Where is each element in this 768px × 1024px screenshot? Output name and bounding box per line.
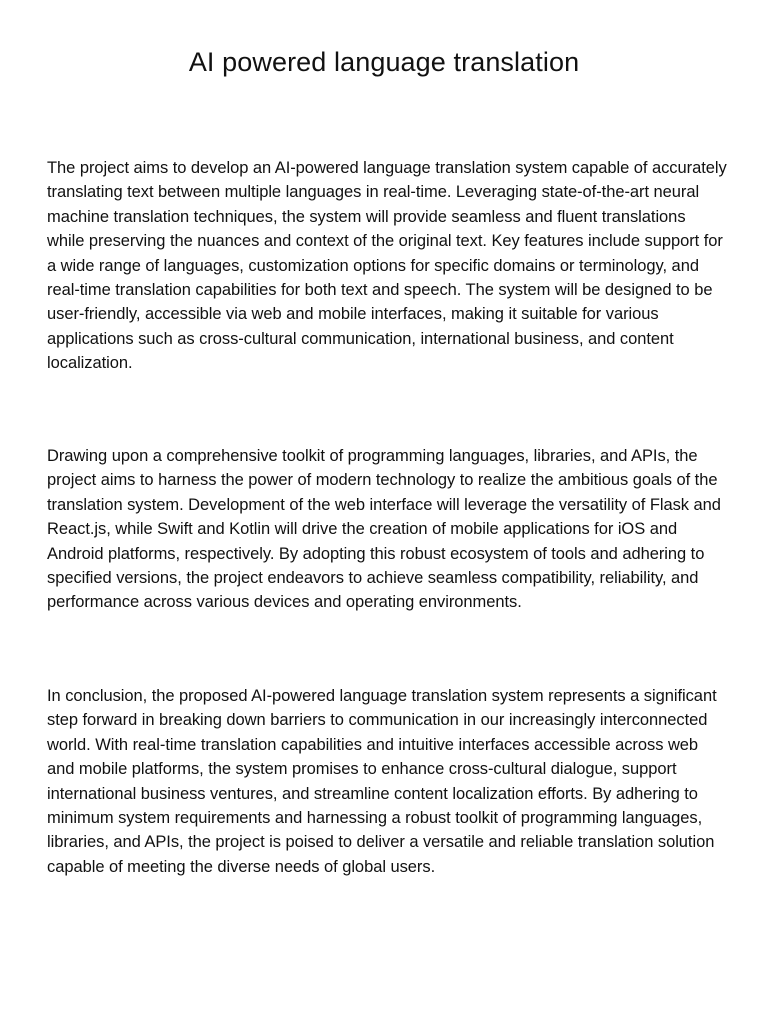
document-title: AI powered language translation — [188, 47, 580, 77]
paragraph-conclusion: In conclusion, the proposed AI-powered language translation system represents a significant step forward in breaking down barriers to communication in our increasingly interconnected world. With real-time translation capabilities and intuitive interfaces accessible across web and mobile platforms, the system promises to enhance cross-cultural dialogue, support international business ventures, and streamline content localization efforts. By adhering to minimum system requirements and harnessing a robust toolkit of programming languages, libraries, and APIs, the project is poised to deliver a versatile and reliable translation solution capable of meeting the diverse needs of global users. — [47, 687, 717, 876]
paragraph-introduction: The project aims to develop an AI-powered language translation system capable of accurately translating text between multiple languages in real-time. Leveraging state-of-the-art neural machine translation techniques, the system will provide seamless and fluent translations while preserving the nuances and context of the original text. Key features include support for a wide range of languages, customization options for specific domains or terminology, and real-time translation capabilities for both text and speech. The system will be designed to be user-friendly, accessible via web and mobile interfaces, making it suitable for various applications such as cross-cultural communication, international business, and content localization. — [47, 159, 727, 373]
paragraph-toolkit: Drawing upon a comprehensive toolkit of programming languages, libraries, and APIs, the project aims to harness the power of modern technology to realize the ambitious goals of the translation system. Development of the web interface will leverage the versatility of Flask and React.js, while Swift and Kotlin will drive the creation of mobile applications for iOS and Android platforms, respectively. By adopting this robust ecosystem of tools and adhering to specified versions, the project endeavors to achieve seamless compatibility, reliability, and performance across various devices and operating environments. — [47, 447, 721, 612]
